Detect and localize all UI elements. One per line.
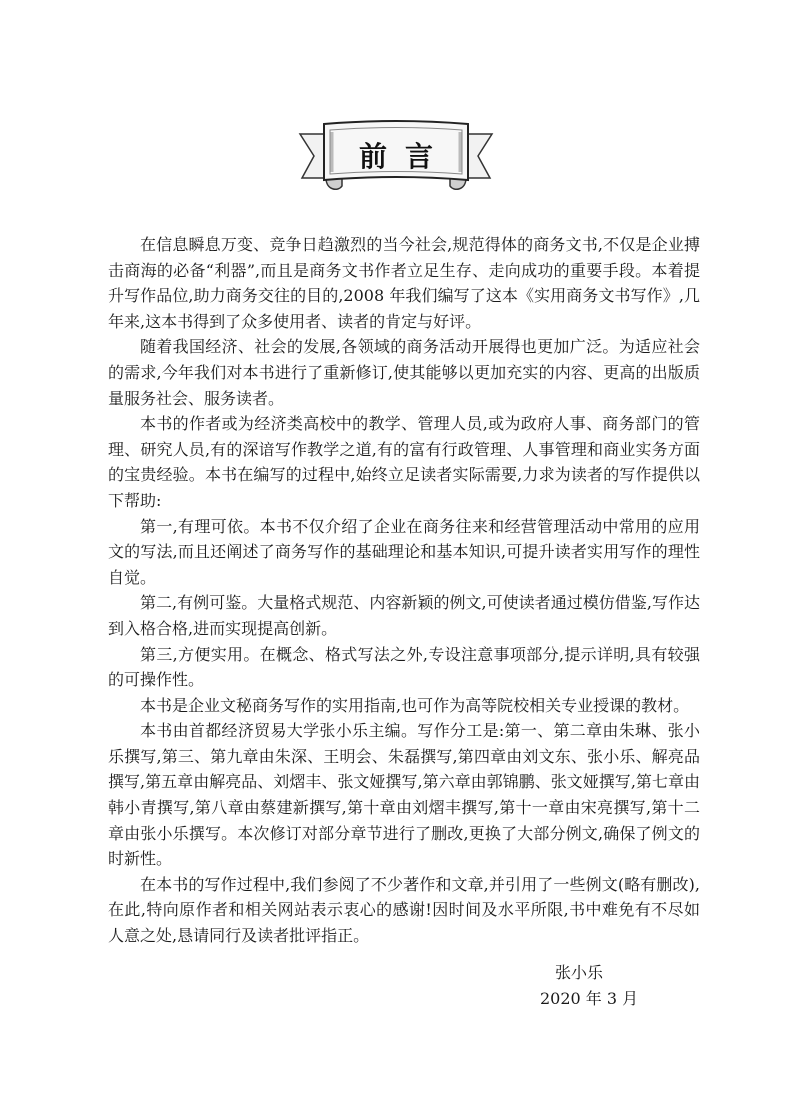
signature-date: 2020 年 3 月 (540, 989, 639, 1008)
paragraph: 第二,有例可鉴。大量格式规范、内容新颖的例文,可使读者通过模仿借鉴,写作达到入格合格,进而实现提高创新。 (108, 593, 700, 638)
paragraph: 本书的作者或为经济类高校中的教学、管理人员,或为政府人事、商务部门的管理、研究人员,有的深谙写作教学之道,有的富有行政管理、人事管理和商业实务方面的宝贵经验。本书在编写的过程中,始终立足读者实际需要,力求为读者的写作提供以下帮助: (108, 414, 700, 510)
page-title: 前言 (358, 140, 451, 173)
signature-author: 张小乐 (555, 963, 604, 982)
paragraph: 本书是企业文秘商务写作的实用指南,也可作为高等院校相关专业授课的教材。 (140, 695, 690, 715)
signature-block (490, 960, 650, 1012)
paragraph: 本书由首都经济贸易大学张小乐主编。写作分工是:第一、第二章由朱琳、张小乐撰写,第三、第九章由朱深、王明会、朱磊撰写,第四章由刘文东、张小乐、解亮品撰写,第五章由解亮品、刘熠丰、张文娅撰写,第六章由郭锦鹏、张文娅撰写,第七章由韩小青撰写,第八章由蔡建新撰写,第十章由刘熠丰撰写,第十一章由宋亮撰写,第十二章由张小乐撰写。本次修订对部分章节进行了删改,更换了大部分例文,确保了例文的时新性。 (108, 721, 700, 869)
paragraph: 随着我国经济、社会的发展,各领域的商务活动开展得也更加广泛。为适应社会的需求,今年我们对本书进行了重新修订,使其能够以更加充实的内容、更高的出版质量服务社会、服务读者。 (108, 337, 700, 408)
paragraph: 第一,有理可依。本书不仅介绍了企业在商务往来和经营管理活动中常用的应用文的写法,而且还阐述了商务写作的基础理论和基本知识,可提升读者实用写作的理性自觉。 (108, 516, 700, 587)
paragraph: 在本书的写作过程中,我们参阅了不少著作和文章,并引用了一些例文(略有删改),在此,特向原作者和相关网站表示衷心的感谢!因时间及水平所限,书中难免有不尽如人意之处,恳请同行及读者批评指正。 (108, 874, 700, 946)
preface-heading-banner (296, 118, 496, 196)
paragraph: 第三,方便实用。在概念、格式写法之外,专设注意事项部分,提示详明,具有较强的可操作性。 (108, 644, 700, 690)
paragraph: 在信息瞬息万变、竞争日趋激烈的当今社会,规范得体的商务文书,不仅是企业搏击商海的必备“利器”,而且是商务文书作者立足生存、走向成功的重要手段。本着提升写作品位,助力商务交往的目的,2008 年我们编写了这本《实用商务文书写作》,几年来,这本书得到了众多使用者、读者的肯定与好评。 (108, 235, 700, 331)
preface-body (108, 232, 700, 949)
